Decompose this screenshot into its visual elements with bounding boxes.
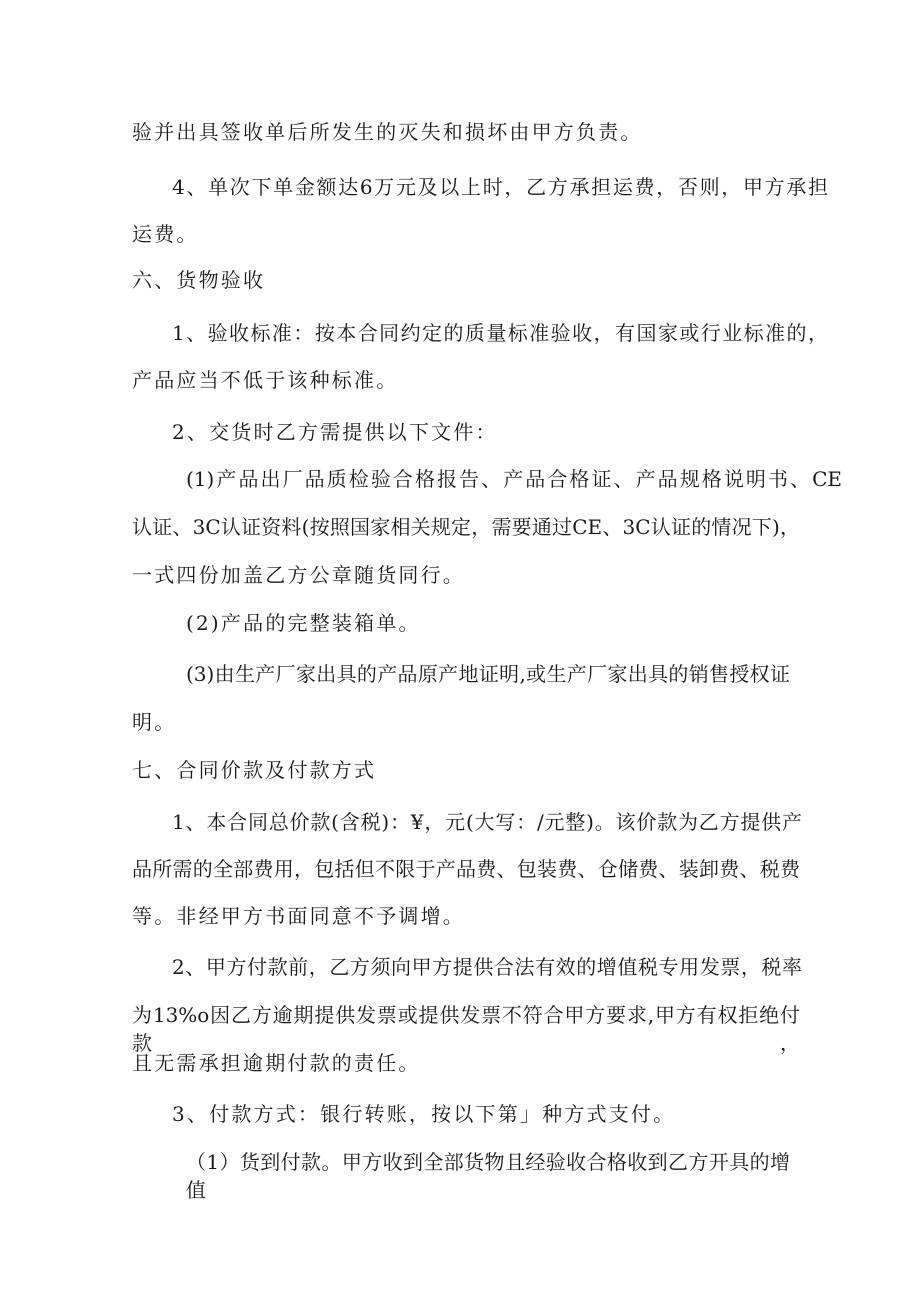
- paragraph-line: 1、本合同总价款(含税)：¥，元(大写：/元整)。该价款为乙方提供产: [172, 810, 802, 834]
- paragraph-line: 且无需承担逾期付款的责任。: [132, 1051, 421, 1075]
- paragraph-line: (1)产品出厂品质检验合格报告、产品合格证、产品规格说明书、CE: [186, 467, 842, 491]
- paragraph-line: 2、甲方付款前，乙方须向甲方提供合法有效的增值税专用发票，税率: [172, 955, 802, 979]
- paragraph-line: 验并出具签收单后所发生的灭失和损坏由甲方负责。: [132, 120, 643, 144]
- paragraph-line: (2)产品的完整装箱单。: [186, 611, 421, 635]
- paragraph-line: 一式四份加盖乙方公章随货同行。: [132, 563, 465, 587]
- paragraph-line: 明。: [132, 710, 177, 734]
- paragraph-line: 运费。: [132, 222, 199, 246]
- paragraph-line: 4、单次下单金额达6万元及以上时，乙方承担运费，否则，甲方承担: [172, 175, 828, 199]
- paragraph-line: 3、付款方式：银行转账，按以下第」种方式支付。: [172, 1102, 676, 1126]
- paragraph-line: 为13%o因乙方逾期提供发票或提供发票不符合甲方要求,甲方有权拒绝付款，: [132, 1003, 800, 1055]
- paragraph-line: 产品应当不低于该种标准。: [132, 368, 399, 392]
- section-heading: 六、货物验收: [132, 268, 266, 292]
- paragraph-line: 2、交货时乙方需提供以下文件：: [172, 420, 498, 444]
- paragraph-line: 1、验收标准：按本合同约定的质量标准验收，有国家或行业标准的，: [172, 321, 828, 345]
- paragraph-line: 认证、3C认证资料(按照国家相关规定，需要通过CE、3C认证的情况下)，: [132, 515, 800, 539]
- section-heading: 七、合同价款及付款方式: [132, 758, 377, 782]
- paragraph-line: (3)由生产厂家出具的产品原产地证明,或生产厂家出具的销售授权证: [186, 662, 790, 686]
- paragraph-line: 等。非经甲方书面同意不予调增。: [132, 904, 465, 928]
- paragraph-line: 品所需的全部费用，包括但不限于产品费、包装费、仓储费、装卸费、税费: [132, 857, 800, 881]
- paragraph-line: （1）货到付款。甲方收到全部货物且经验收合格收到乙方开具的增值: [186, 1150, 790, 1202]
